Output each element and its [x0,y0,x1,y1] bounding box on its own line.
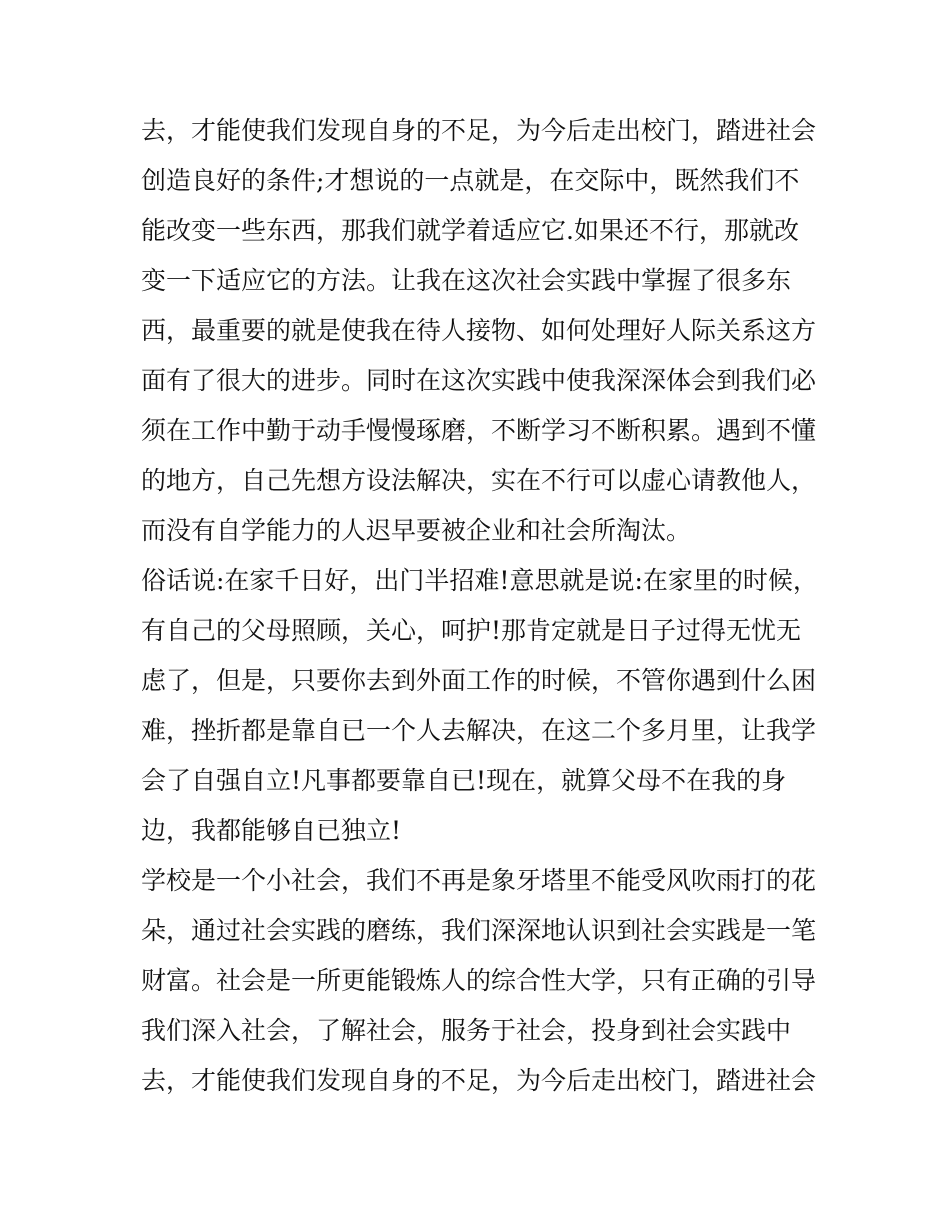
text-line: 有自己的父母照顾，关心，呵护!那肯定就是日子过得无忧无 [141,616,802,645]
text-line: 去，才能使我们发现自身的不足，为今后走出校门，踏进社会 [141,1066,817,1095]
text-line: 边，我都能够自已独立! [141,816,402,845]
text-line: 我们深入社会，了解社会，服务于社会，投身到社会实践中 [141,1016,792,1045]
text-line: 能改变一些东西，那我们就学着适应它.如果还不行，那就改 [141,216,799,245]
text-line: 而没有自学能力的人迟早要被企业和社会所淘汰。 [141,516,692,545]
text-line: 难，挫折都是靠自已一个人去解决，在这二个多月里，让我学 [141,716,817,745]
text-line: 会了自强自立!凡事都要靠自已!现在，就算父母不在我的身 [141,766,787,795]
text-line: 创造良好的条件;才想说的一点就是，在交际中，既然我们不 [141,166,800,195]
text-line: 变一下适应它的方法。让我在这次社会实践中掌握了很多东 [141,266,792,295]
text-line: 西，最重要的就是使我在待人接物、如何处理好人际关系这方 [141,316,817,345]
text-line: 面有了很大的进步。同时在这次实践中使我深深体会到我们必 [141,366,817,395]
text-line: 俗话说:在家千日好，出门半招难!意思就是说:在家里的时候， [141,566,818,595]
text-line: 学校是一个小社会，我们不再是象牙塔里不能受风吹雨打的花 [141,866,817,895]
text-line: 去，才能使我们发现自身的不足，为今后走出校门，踏进社会 [141,116,817,145]
body-text [141,106,821,1106]
text-line: 的地方，自己先想方设法解决，实在不行可以虚心请教他人， [141,466,817,495]
text-line: 朵，通过社会实践的磨练，我们深深地认识到社会实践是一笔 [141,916,817,945]
text-line: 虑了，但是，只要你去到外面工作的时候，不管你遇到什么困 [141,666,817,695]
text-line: 财富。社会是一所更能锻炼人的综合性大学，只有正确的引导 [141,966,817,995]
text-line: 须在工作中勤于动手慢慢琢磨，不断学习不断积累。遇到不懂 [141,416,817,445]
